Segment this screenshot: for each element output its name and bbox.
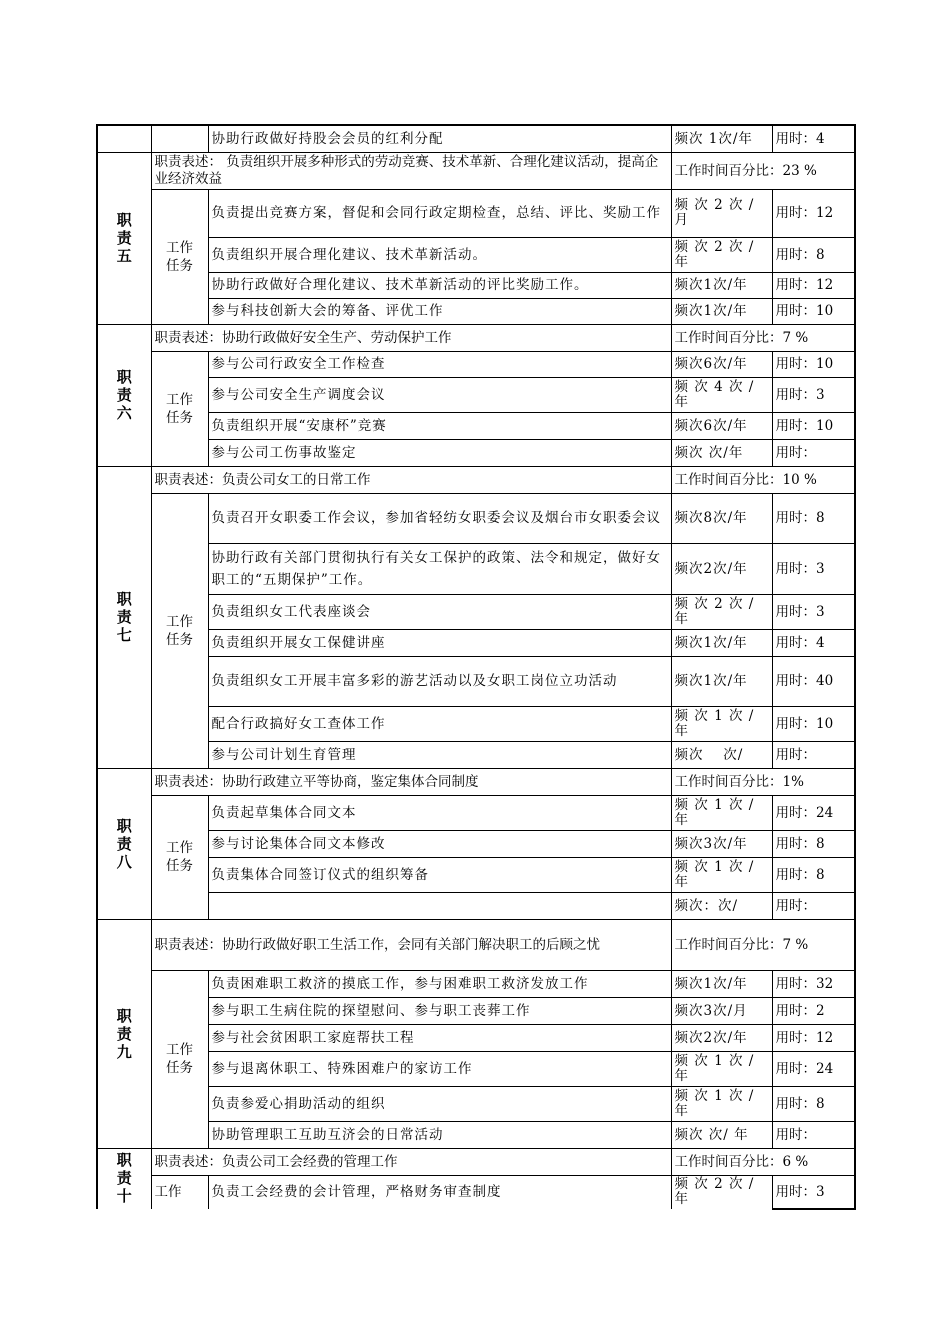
- duty-label-8: 职 责 八: [97, 768, 151, 919]
- time-percentage: 工作时间百分比：6 %: [671, 1148, 855, 1175]
- table-row: [97, 493, 855, 543]
- duty-description: 职责表述：协助行政做好职工生活工作，会同有关部门解决职工的后顾之忧: [151, 919, 671, 970]
- hours-text: 用时：8: [772, 493, 855, 543]
- hours-text: 用时：10: [772, 412, 855, 439]
- task-text: 负责组织开展女工保健讲座: [208, 629, 671, 656]
- table-row: [97, 125, 855, 152]
- hours-text: 用时：2: [772, 997, 855, 1024]
- table-row: [97, 1148, 855, 1175]
- duty-label-10: 职 责 十: [97, 1148, 151, 1209]
- hours-text: 用时：4: [772, 125, 855, 152]
- task-text: 协助行政做好持股会会员的红利分配: [208, 125, 671, 152]
- hours-text: 用时：4: [772, 629, 855, 656]
- duty-label-5: 职 责 五: [97, 152, 151, 324]
- task-text: 负责参爱心捐助活动的组织: [208, 1086, 671, 1121]
- frequency-text: 频 次 1 次 /年: [671, 1086, 772, 1121]
- frequency-text: 频次6次/年: [671, 351, 772, 377]
- task-category: 工作任务: [151, 493, 208, 768]
- hours-text: 用时：3: [772, 1175, 855, 1209]
- frequency-text: 频次3次/年: [671, 830, 772, 857]
- hours-text: 用时：24: [772, 1051, 855, 1086]
- duty-description: 职责表述： 负责组织开展多种形式的劳动竞赛、技术革新、合理化建议活动，提高企业经济效益: [151, 152, 671, 189]
- task-text: 协助行政做好合理化建议、技术革新活动的评比奖励工作。: [208, 272, 671, 298]
- frequency-text: 频次8次/年: [671, 493, 772, 543]
- table-row: [97, 1024, 855, 1051]
- hours-text: 用时：3: [772, 377, 855, 412]
- frequency-text: 频次 1次/年: [671, 125, 772, 152]
- table-row: [97, 1121, 855, 1148]
- table-row: [97, 997, 855, 1024]
- task-text: 参与科技创新大会的筹备、评优工作: [208, 298, 671, 324]
- table-row: [97, 1051, 855, 1086]
- frequency-text: 频 次 2 次 /年: [671, 237, 772, 272]
- task-text: 负责困难职工救济的摸底工作，参与困难职工救济发放工作: [208, 970, 671, 997]
- task-text: 负责工会经费的会计管理，严格财务审查制度: [208, 1175, 671, 1209]
- hours-text: 用时：24: [772, 795, 855, 830]
- task-text: 负责集体合同签订仪式的组织筹备: [208, 857, 671, 892]
- hours-text: 用时：: [772, 892, 855, 919]
- table-row: [97, 439, 855, 466]
- table-row: [97, 466, 855, 493]
- task-text: 参与公司行政安全工作检查: [208, 351, 671, 377]
- frequency-text: 频次6次/年: [671, 412, 772, 439]
- hours-text: 用时：12: [772, 1024, 855, 1051]
- table-row: [97, 741, 855, 768]
- task-text: 参与退离休职工、特殊困难户的家访工作: [208, 1051, 671, 1086]
- task-text: 参与公司安全生产调度会议: [208, 377, 671, 412]
- table-row: [97, 970, 855, 997]
- table-row: [97, 892, 855, 919]
- hours-text: 用时：12: [772, 272, 855, 298]
- task-text: 负责组织女工开展丰富多彩的游艺活动以及女职工岗位立功活动: [208, 656, 671, 706]
- table-row: [97, 412, 855, 439]
- frequency-text: 频次1次/年: [671, 272, 772, 298]
- task-category: 工作: [151, 1175, 208, 1209]
- task-text: 负责组织开展“安康杯”竞赛: [208, 412, 671, 439]
- hours-text: 用时：8: [772, 237, 855, 272]
- task-text: 参与社会贫困职工家庭帮扶工程: [208, 1024, 671, 1051]
- hours-text: 用时：8: [772, 830, 855, 857]
- frequency-text: 频次2次/年: [671, 543, 772, 594]
- task-text: 参与讨论集体合同文本修改: [208, 830, 671, 857]
- frequency-text: 频次1次/年: [671, 629, 772, 656]
- duty-description: 职责表述：负责公司工会经费的管理工作: [151, 1148, 671, 1175]
- frequency-text: 频次 次/年: [671, 439, 772, 466]
- duty-description: 职责表述：负责公司女工的日常工作: [151, 466, 671, 493]
- time-percentage: 工作时间百分比：10 %: [671, 466, 855, 493]
- responsibility-table: [96, 124, 856, 1210]
- frequency-text: 频 次 4 次 /年: [671, 377, 772, 412]
- hours-text: 用时：12: [772, 189, 855, 237]
- frequency-text: 频次 次/: [671, 741, 772, 768]
- task-text: 负责提出竞赛方案，督促和会同行政定期检查，总结、评比、奖励工作: [208, 189, 671, 237]
- frequency-text: 频 次 1 次 /年: [671, 706, 772, 741]
- task-text: 参与公司工伤事故鉴定: [208, 439, 671, 466]
- table-row: [97, 351, 855, 377]
- frequency-text: 频次 次/ 年: [671, 1121, 772, 1148]
- task-text: 协助管理职工互助互济会的日常活动: [208, 1121, 671, 1148]
- hours-text: 用时：8: [772, 857, 855, 892]
- table-row: [97, 857, 855, 892]
- hours-text: 用时：10: [772, 706, 855, 741]
- hours-text: 用时：32: [772, 970, 855, 997]
- hours-text: 用时：: [772, 741, 855, 768]
- task-text: 参与公司计划生育管理: [208, 741, 671, 768]
- hours-text: 用时：40: [772, 656, 855, 706]
- frequency-text: 频 次 2 次 /年: [671, 594, 772, 629]
- task-text: [208, 892, 671, 919]
- task-category: 工作任务: [151, 351, 208, 466]
- hours-text: 用时：8: [772, 1086, 855, 1121]
- task-text: 负责召开女职委工作会议，参加省轻纺女职委会议及烟台市女职委会议: [208, 493, 671, 543]
- hours-text: 用时：10: [772, 298, 855, 324]
- table-row: [97, 324, 855, 351]
- duty-label-6: 职 责 六: [97, 324, 151, 466]
- table-row: [97, 298, 855, 324]
- task-category: 工作任务: [151, 970, 208, 1148]
- table-row: [97, 656, 855, 706]
- table-row: [97, 272, 855, 298]
- frequency-text: 频 次 1 次 /年: [671, 795, 772, 830]
- duty-cell-empty: [97, 125, 151, 152]
- frequency-text: 频 次 2 次 /月: [671, 189, 772, 237]
- table-row: [97, 237, 855, 272]
- table-row: [97, 795, 855, 830]
- hours-text: 用时：10: [772, 351, 855, 377]
- table-row: [97, 706, 855, 741]
- table-row: [97, 1175, 855, 1209]
- table-row: [97, 629, 855, 656]
- frequency-text: 频次2次/年: [671, 1024, 772, 1051]
- hours-text: 用时：: [772, 1121, 855, 1148]
- frequency-text: 频次：次/: [671, 892, 772, 919]
- duty-label-9: 职 责 九: [97, 919, 151, 1148]
- table-row: [97, 189, 855, 237]
- duty-description: 职责表述：协助行政做好安全生产、劳动保护工作: [151, 324, 671, 351]
- table-row: [97, 1086, 855, 1121]
- frequency-text: 频次3次/月: [671, 997, 772, 1024]
- frequency-text: 频次1次/年: [671, 656, 772, 706]
- table-row: [97, 830, 855, 857]
- frequency-text: 频 次 1 次 /年: [671, 1051, 772, 1086]
- duty-description: 职责表述：协助行政建立平等协商，鉴定集体合同制度: [151, 768, 671, 795]
- frequency-text: 频次1次/年: [671, 298, 772, 324]
- time-percentage: 工作时间百分比：23 %: [671, 152, 855, 189]
- hours-text: 用时：: [772, 439, 855, 466]
- table-row: [97, 768, 855, 795]
- task-category: 工作任务: [151, 189, 208, 324]
- table-row: [97, 152, 855, 189]
- task-category: 工作任务: [151, 795, 208, 919]
- hours-text: 用时：3: [772, 594, 855, 629]
- task-text: 协助行政有关部门贯彻执行有关女工保护的政策、法令和规定，做好女职工的“五期保护”工作。: [208, 543, 671, 594]
- table-row: [97, 919, 855, 970]
- task-text: 负责组织开展合理化建议、技术革新活动。: [208, 237, 671, 272]
- table-row: [97, 543, 855, 594]
- frequency-text: 频次1次/年: [671, 970, 772, 997]
- duty-label-7: 职 责 七: [97, 466, 151, 768]
- task-text: 负责起草集体合同文本: [208, 795, 671, 830]
- frequency-text: 频 次 2 次 /年: [671, 1175, 772, 1209]
- table-row: [97, 377, 855, 412]
- category-cell-empty: [151, 125, 208, 152]
- time-percentage: 工作时间百分比：1%: [671, 768, 855, 795]
- time-percentage: 工作时间百分比：7 %: [671, 919, 855, 970]
- frequency-text: 频 次 1 次 /年: [671, 857, 772, 892]
- task-text: 负责组织女工代表座谈会: [208, 594, 671, 629]
- hours-text: 用时：3: [772, 543, 855, 594]
- task-text: 配合行政搞好女工查体工作: [208, 706, 671, 741]
- time-percentage: 工作时间百分比：7 %: [671, 324, 855, 351]
- task-text: 参与职工生病住院的探望慰问、参与职工丧葬工作: [208, 997, 671, 1024]
- table-row: [97, 594, 855, 629]
